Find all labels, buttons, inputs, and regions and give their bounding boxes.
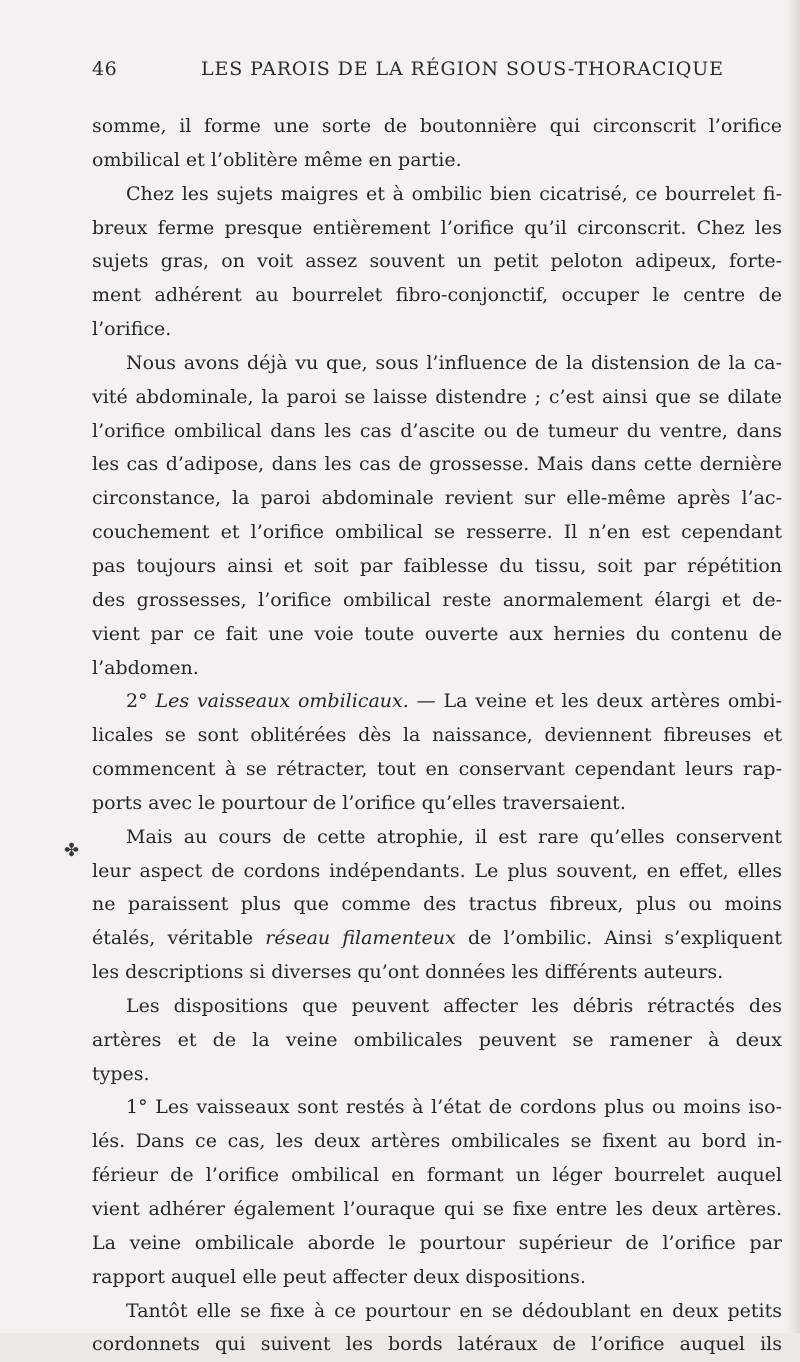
text-line: ment adhérent au bourrelet fibro-conjonctif, occuper le centre de xyxy=(92,284,782,307)
text-line: La veine ombilicale aborde le pourtour supérieur de l’orifice par xyxy=(92,1231,782,1254)
text-line: cordonnets qui suivent les bords latéraux de l’orifice auquel ils xyxy=(92,1333,782,1356)
text-line: somme, il forme une sorte de boutonnière qui circonscrit l’orifice xyxy=(92,115,782,137)
text-line: lés. Dans ce cas, les deux artères ombilicales se fixent au bord in- xyxy=(92,1130,782,1153)
text-line: Chez les sujets maigres et à ombilic bien cicatrisé, ce bourrelet fi- xyxy=(126,182,782,205)
text-fragment: de l’ombilic. Ainsi s’expliquent xyxy=(455,927,782,950)
text-line: Tantôt elle se fixe à ce pourtour en se dédoublant en deux petits xyxy=(126,1299,782,1322)
italic-term: réseau filamenteux xyxy=(265,927,456,950)
text-line: sujets gras, on voit assez souvent un petit peloton adipeux, forte- xyxy=(92,250,782,273)
text-line: férieur de l’orifice ombilical en formant un léger bourrelet auquel xyxy=(92,1164,782,1187)
text-line: breux ferme presque entièrement l’orifice qu’il circonscrit. Chez les xyxy=(92,216,782,239)
text-line: l’orifice. xyxy=(92,318,172,341)
text-line: Mais au cours de cette atrophie, il est rare qu’elles conservent xyxy=(126,825,782,848)
running-title: LES PAROIS DE LA RÉGION SOUS-THORACIQUE xyxy=(201,58,724,80)
text-line: Nous avons déjà vu que, sous l’influence de la distension de la ca- xyxy=(126,351,782,374)
page-edge-shadow xyxy=(786,0,800,1333)
text-line: leur aspect de cordons indépendants. Le plus souvent, en effet, elles xyxy=(92,859,782,882)
text-line: des grossesses, l’orifice ombilical reste anormalement élargi et de- xyxy=(92,588,782,611)
text-line: l’abdomen. xyxy=(92,656,199,679)
text-line: l’orifice ombilical dans les cas d’ascite ou de tumeur du ventre, dans xyxy=(92,419,782,442)
text-line: vient adhérer également l’ouraque qui se fixe entre les deux artères. xyxy=(92,1198,782,1220)
section-heading-line xyxy=(92,685,782,719)
text-line: types. xyxy=(92,1062,150,1085)
text-line: 1° Les vaisseaux sont restés à l’état de cordons plus ou moins iso- xyxy=(126,1096,782,1119)
text-line: pas toujours ainsi et soit par faiblesse du tissu, soit par répétition xyxy=(92,554,782,577)
text-line: Les dispositions que peuvent affecter les débris rétractés des xyxy=(126,994,782,1017)
text-line: circonstance, la paroi abdominale revient sur elle-même après l’ac- xyxy=(92,487,782,510)
text-line: licales se sont oblitérées dès la naissance, deviennent fibreuses et xyxy=(92,724,782,747)
text-line: vient par ce fait une voie toute ouverte aux hernies du contenu de xyxy=(92,622,782,645)
text-line: couchement et l’orifice ombilical se resserre. Il n’en est cependant xyxy=(92,521,782,544)
text-line: rapport auquel elle peut affecter deux dispositions. xyxy=(92,1265,586,1288)
section-number: 2° xyxy=(126,690,156,713)
text-fragment: étalés, véritable xyxy=(92,927,266,950)
text-line: commencent à se rétracter, tout en conservant cependant leurs rap- xyxy=(92,758,782,781)
text-line: ombilical et l’oblitère même en partie. xyxy=(92,148,462,171)
text-line: vité abdominale, la paroi se laisse distendre ; c’est ainsi que se dilate xyxy=(92,385,782,408)
section-title: Les vaisseaux ombilicaux. xyxy=(155,690,409,713)
text-line: artères et de la veine ombilicales peuvent se ramener à deux xyxy=(92,1028,782,1051)
page-header xyxy=(92,58,732,88)
page-number: 46 xyxy=(92,58,118,80)
section-text: — La veine et les deux artères ombi- xyxy=(408,690,782,713)
text-line: les descriptions si diverses qu’ont données les différents auteurs. xyxy=(92,961,724,984)
margin-mark: ✤ xyxy=(64,840,80,861)
body-text xyxy=(92,110,782,1362)
mixed-text-line xyxy=(92,922,782,956)
text-line: ne paraissent plus que comme des tractus fibreux, plus ou moins xyxy=(92,893,782,916)
text-line: les cas d’adipose, dans les cas de grossesse. Mais dans cette dernière xyxy=(92,453,782,476)
text-line: ports avec le pourtour de l’orifice qu’elles traversaient. xyxy=(92,791,626,814)
